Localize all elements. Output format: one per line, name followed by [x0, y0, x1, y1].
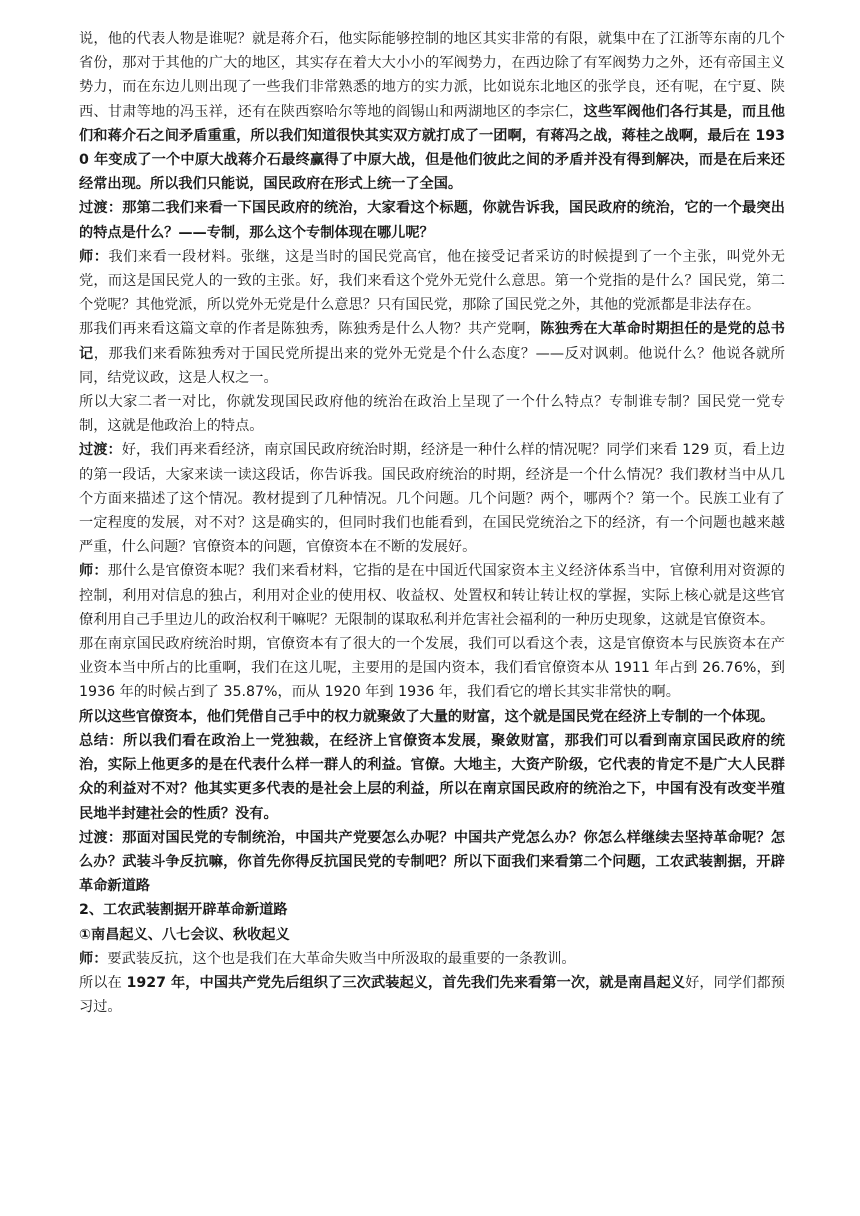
paragraph — [79, 438, 785, 559]
bold-text: 1927 年，中国共产党先后组织了三次武装起义，首先我们先来看第一次，就是南昌起义 — [126, 974, 686, 991]
document-page — [79, 27, 785, 1019]
paragraph — [79, 923, 785, 947]
paragraph — [79, 729, 785, 826]
paragraph — [79, 196, 785, 244]
paragraph — [79, 826, 785, 899]
bold-text: 师： — [79, 950, 108, 967]
body-text: 那在南京国民政府统治时期，官僚资本有了很大的一个发展，我们可以看这个表，这是官僚资本与民族资本在产业资本当中所占的比重啊，我们在这儿呢，主要用的是国内资本，我们看官僚资本从 1911 年占到 26.76%，到 1936 年的时候占到了 35.87%，而从 1920 年到 1936 年，我们看它的增长其实非常快的啊。 — [79, 636, 785, 701]
body-text: 所以在 — [79, 974, 127, 991]
paragraph — [79, 27, 785, 196]
paragraph — [79, 559, 785, 632]
bold-text: 陈独秀在大革命时期担任的是党的总书记 — [79, 321, 785, 362]
paragraph — [79, 947, 785, 971]
body-text: 好，我们再来看经济，南京国民政府统治时期，经济是一种什么样的情况呢？同学们来看 129 页，看上边的第一段话，大家来读一读这段话，你告诉我。国民政府统治的时期，经济是一个什么情况？我们教材当中从几个方面来描述了这个情况。教材提到了几种情况。几个问题。几个问题？两个，哪两个？第一个。民族工业有了一定程度的发展，对不对？这是确实的，但同时我们也能看到，在国民党统治之下的经济，有一个问题也越来越严重，什么问题？官僚资本的问题，官僚资本在不断的发展好。 — [79, 442, 785, 556]
body-text: 它指的是在中国近代国家资本主义经济体系当中，官僚利用对资源的控制，利用对信息的独占，利用对企业的使用权、收益权、处置权和转让转让权的掌握，实际上核心就是这些官僚利用自己手里边儿的政治权利干嘛呢？无限制的谋取私利并危害社会福利的一种历史现象， — [79, 563, 785, 628]
bold-text: 过渡：那面对国民党的专制统治，中国共产党要怎么办呢？中国共产党怎么办？你怎么样继续去坚持革命呢？怎么办？武装斗争反抗嘛，你首先你得反抗国民党的专制吧？所以下面我们来看第二个问题，工农武装割据，开辟革命新道路 — [79, 829, 785, 895]
body-text: 要武装反抗，这个也是我们在大革命失败当中所汲取的最重要的一条教训。 — [107, 950, 576, 967]
paragraph — [79, 705, 785, 729]
paragraph — [79, 971, 785, 1019]
bold-text: 总结：所以我们看在政治上一党独裁，在经济上官僚资本发展，聚敛财富，那我们可以看到南京国民政府的统治，实际上他更多的是在代表什么样一群人的利益。官僚。大地主，大资产阶级，它代表的肯定不是广大人民群众的利益对不对？他其实更多代表的是社会上层的利益，所以在南京国民政府的统治之下，中国有没有改变半殖民地半封建社会的性质？没有。 — [79, 732, 785, 822]
body-text: 说，他的代表人物是谁呢？就是蒋介石，他实际能够控制的地区其实非常的有限，就集中在了江浙等东南的几个省份，那对于其他的广大的地区，其实存在着大大小小的军阀势力，在西边除了有军阀势力之外，还有帝国主义势力，而在东边儿则出现了一些我们非常熟悉的地方的实力派，比如说东北地区的张学良，还有呢，在宁夏、陕西、甘肃等地的冯玉祥，还有在陕西察哈尔等地的阎锡山和两湖地区的李宗仁， — [79, 31, 785, 120]
bold-text: ①南昌起义、八七会议、秋收起义 — [79, 926, 290, 943]
bold-text: 过渡： — [79, 442, 122, 459]
paragraph — [79, 390, 785, 438]
bold-text: 过渡：那第二我们来看一下国民政府的统治，大家看这个标题，你就告诉我，国民政府的统治，它的一个最突出的特点是什么？——专制，那么这个专制体现在哪儿呢？ — [79, 200, 785, 241]
paragraph — [79, 898, 785, 922]
body-text: 好，同学们都预习过。 — [79, 974, 785, 1016]
bold-text: 所以这些官僚资本，他们凭借自己手中的权力就聚敛了大量的财富，这个就是国民党在经济上专制的一个体现。 — [79, 708, 775, 725]
paragraph — [79, 245, 785, 318]
bold-text: 师： — [79, 563, 108, 580]
body-text: ，那我们来看陈独秀对于国民党所提出来的党外无党是个什么态度？——反对讽刺。他说什么？他说各就所同，结党议政，这是人权之一。 — [79, 345, 785, 386]
paragraph — [79, 632, 785, 705]
paragraph — [79, 317, 785, 390]
bold-text: 2、工农武装割据开辟革命新道路 — [79, 902, 288, 919]
body-text: 这就是官僚资本。 — [660, 611, 775, 628]
body-text: 那我们再来看这篇文章的作者是陈独秀，陈独秀是什么人物？共产党啊， — [79, 321, 541, 338]
body-text: 我们来看一段材料。张继，这是当时的国民党高官，他在接受记者采访的时候提到了一个主张，叫党外无党，而这是国民党人的一致的主张。好，我们来看这个党外无党什么意思。第一个党指的是什么？国民党，第二个党呢？其他党派，所以党外无党是什么意思？只有国民党，那除了国民党之外，其他的党派都是非法存在。 — [79, 248, 785, 314]
body-text: 那什么是官僚资本呢？我们来看材料， — [107, 563, 353, 580]
bold-text: 这些军阀他们各行其是，而且他们和蒋介石之间矛盾重重，所以我们知道很快其实双方就打成了一团啊，有蒋冯之战，蒋桂之战啊，最后在 1930 年变成了一个中原大战蒋介石最终赢得了中原大战，但是他们彼此之间的矛盾并没有得到解决，而是在后来还经常出现。所以我们只能说，国民政府在形式上统一了全国。 — [79, 103, 785, 193]
bold-text: 师： — [79, 248, 109, 265]
body-text: 所以大家二者一对比，你就发现国民政府他的统治在政治上呈现了一个什么特点？专制谁专制？国民党一党专制，这就是他政治上的特点。 — [79, 394, 785, 435]
